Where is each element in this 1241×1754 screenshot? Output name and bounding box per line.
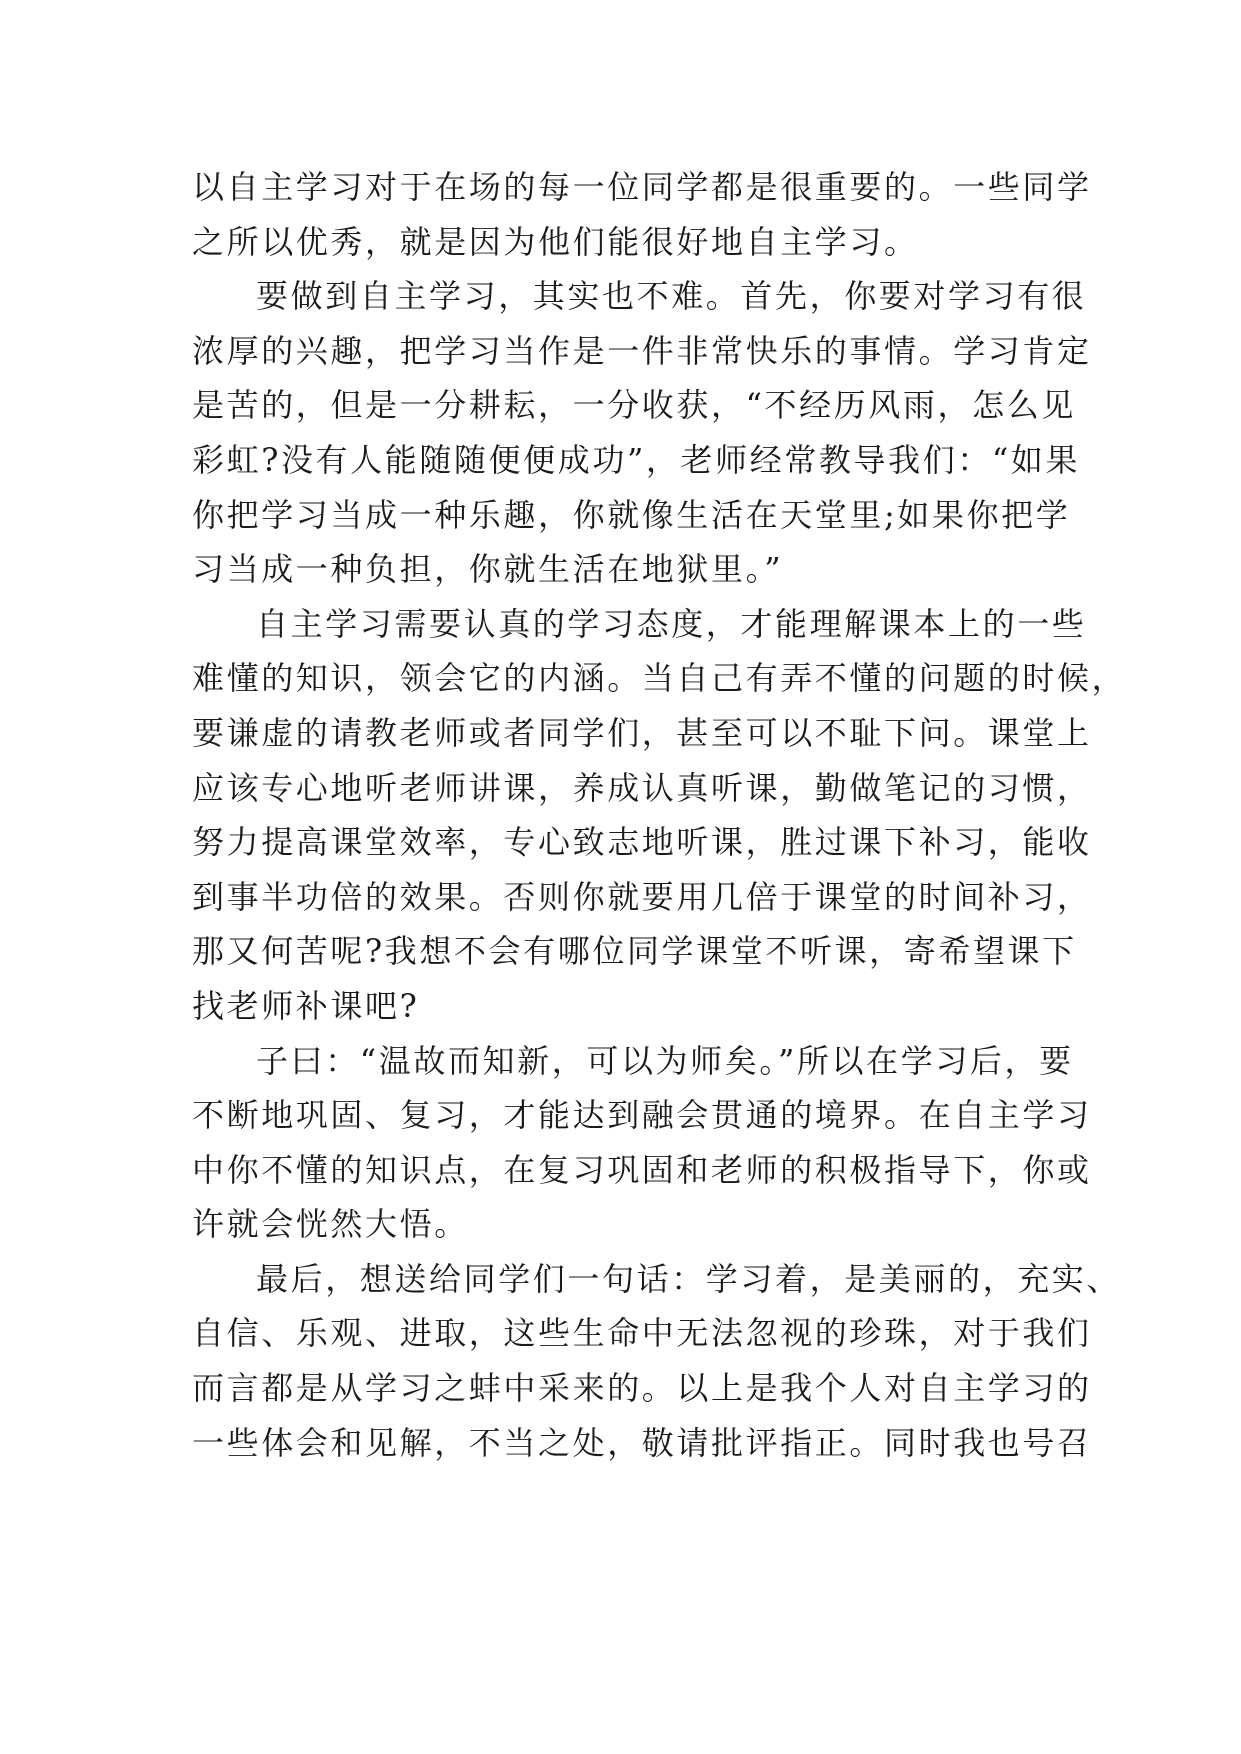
text-line: 中你不懂的知识点，在复习巩固和老师的积极指导下，你或 [192,1150,1092,1189]
text-line: 到事半功倍的效果。否则你就要用几倍于课堂的时间补习， [192,877,1092,916]
text-line: 自信、乐观、进取，这些生命中无法忽视的珍珠，对于我们 [192,1314,1092,1353]
text-line: 而言都是从学习之蚌中采来的。以上是我个人对自主学习的 [192,1369,1092,1408]
text-line: 彩虹?没有人能随随便便成功”，老师经常教导我们：“如果 [192,440,1081,479]
text-line: 努力提高课堂效率，专心致志地听课，胜过课下补习，能收 [192,823,1092,862]
text-line: 要做到自主学习，其实也不难。首先，你要对学习有很 [256,277,1087,316]
text-line: 不断地巩固、复习，才能达到融会贯通的境界。在自主学习 [192,1096,1092,1135]
text-line: 习当成一种负担，你就生活在地狱里。” [192,550,784,589]
text-line: 那又何苦呢?我想不会有哪位同学课堂不听课，寄希望课下 [192,932,1077,971]
text-line: 以自主学习对于在场的每一位同学都是很重要的。一些同学 [192,168,1092,206]
text-line: 许就会恍然大悟。 [192,1205,469,1244]
text-line: 难懂的知识，领会它的内涵。当自己有弄不懂的问题的时候， [192,659,1127,698]
text-line: 浓厚的兴趣，把学习当作是一件非常快乐的事情。学习肯定 [192,331,1092,370]
text-line: 要谦虚的请教老师或者同学们，甚至可以不耻下问。课堂上 [192,713,1092,752]
text-line: 一些体会和见解，不当之处，敬请批评指正。同时我也号召 [192,1423,1092,1462]
text-line: 之所以优秀，就是因为他们能很好地自主学习。 [192,222,919,261]
text-line: 你把学习当成一种乐趣，你就像生活在天堂里;如果你把学 [192,495,1071,534]
text-line: 是苦的，但是一分耕耘，一分收获，“不经历风雨，怎么见 [192,386,1076,425]
text-line: 应该专心地听老师讲课，养成认真听课，勤做笔记的习惯， [192,768,1092,807]
text-line: 找老师补课吧? [192,986,420,1025]
text-line: 最后，想送给同学们一句话：学习着，是美丽的，充实、 [256,1259,1122,1298]
text-line: 自主学习需要认真的学习态度，才能理解课本上的一些 [256,604,1087,643]
text-line: 子曰：“温故而知新，可以为师矣。”所以在学习后，要 [256,1041,1074,1080]
body-text [192,160,1127,1470]
